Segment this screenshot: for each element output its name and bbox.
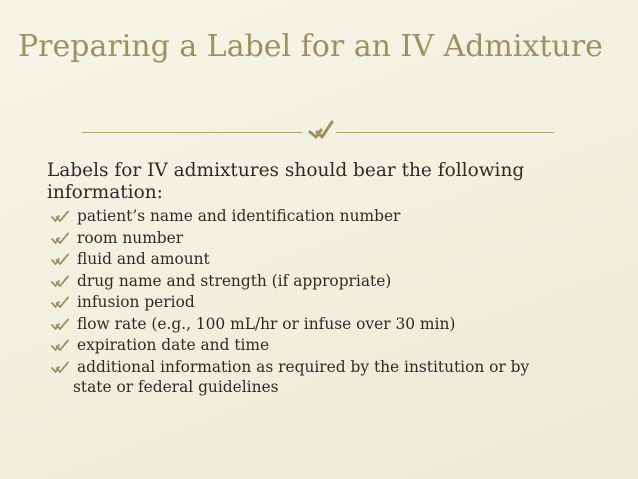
checkmark-bullet-icon bbox=[51, 296, 69, 310]
checkmark-ornament-icon bbox=[308, 118, 334, 144]
slide-title: Preparing a Label for an IV Admixture bbox=[18, 29, 603, 64]
list-item-continuation: state or federal guidelines bbox=[73, 378, 279, 396]
list-item bbox=[50, 228, 610, 250]
list-item bbox=[50, 335, 610, 357]
list-item-text: fluid and amount bbox=[77, 250, 210, 268]
list-item-text: drug name and strength (if appropriate) bbox=[77, 271, 392, 290]
list-item bbox=[50, 249, 610, 271]
checkmark-bullet-icon bbox=[51, 339, 69, 353]
list-item bbox=[50, 357, 610, 397]
checkmark-bullet-icon bbox=[51, 361, 69, 375]
checkmark-bullet-icon bbox=[51, 318, 69, 332]
title-divider bbox=[82, 118, 554, 144]
list-item-text: expiration date and time bbox=[77, 336, 270, 354]
intro-text: Labels for IV admixtures should bear the following information: bbox=[47, 160, 525, 203]
list-item bbox=[50, 206, 610, 228]
list-item-text: additional information as required by the institution or by bbox=[77, 357, 530, 376]
bullet-list bbox=[50, 206, 610, 396]
checkmark-bullet-icon bbox=[51, 210, 69, 224]
list-item-text: room number bbox=[77, 228, 184, 247]
list-item bbox=[50, 314, 610, 336]
list-item-text: infusion period bbox=[77, 293, 195, 311]
divider-line-right bbox=[336, 132, 554, 133]
list-item-text: patient’s name and identification number bbox=[77, 207, 401, 225]
divider-line-left bbox=[82, 132, 302, 133]
checkmark-bullet-icon bbox=[51, 232, 69, 246]
checkmark-bullet-icon bbox=[51, 253, 69, 267]
list-item bbox=[50, 271, 610, 293]
list-item-text: flow rate (e.g., 100 mL/hr or infuse over 30 min) bbox=[77, 314, 456, 333]
list-item bbox=[50, 292, 610, 314]
checkmark-bullet-icon bbox=[51, 275, 69, 289]
